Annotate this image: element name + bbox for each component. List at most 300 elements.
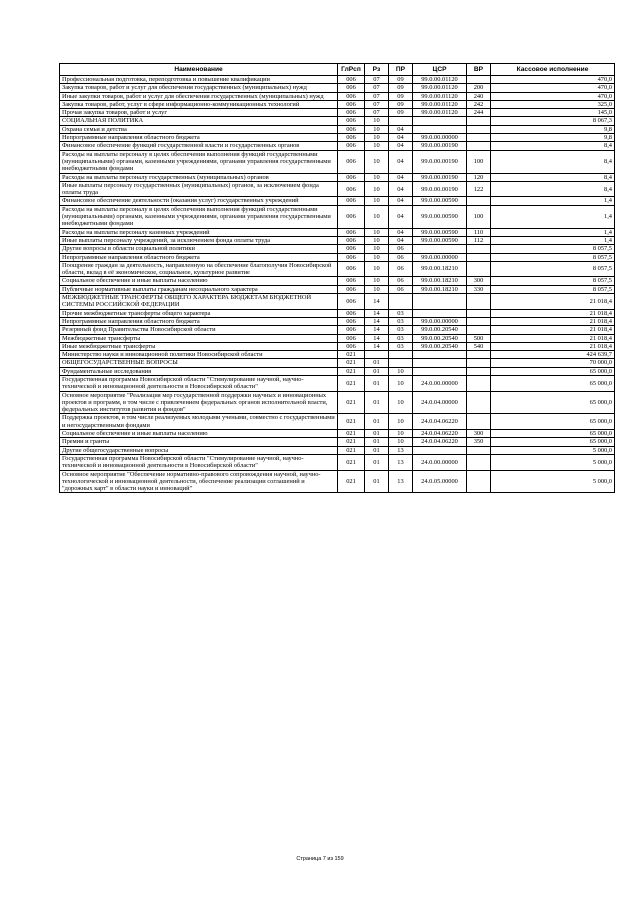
table-row bbox=[60, 414, 615, 430]
cell-glrsp: 021 bbox=[338, 430, 365, 438]
table-row bbox=[60, 351, 615, 359]
cell-csr bbox=[413, 351, 467, 359]
cell-pr: 06 bbox=[389, 261, 413, 277]
cell-rz: 14 bbox=[365, 334, 389, 342]
cell-name: Основное мероприятие "Обеспечение нормативно-правового сопровождения научной, научно-технологической и инновационной деятельности, обеспечение реализации соглашений и "дорожных карт" в области науки и инноваций" bbox=[60, 470, 338, 493]
cell-vr bbox=[467, 326, 491, 334]
cell-pr: 06 bbox=[389, 285, 413, 293]
cell-vr bbox=[467, 359, 491, 367]
cell-vr bbox=[467, 197, 491, 205]
cell-amount: 8 057,5 bbox=[491, 253, 615, 261]
header-pr: ПР bbox=[389, 64, 413, 76]
cell-pr: 10 bbox=[389, 391, 413, 414]
cell-vr bbox=[467, 414, 491, 430]
cell-csr: 24.0.04.00000 bbox=[413, 391, 467, 414]
table-row bbox=[60, 142, 615, 150]
table-row bbox=[60, 309, 615, 317]
cell-name: Министерство науки и инновационной политики Новосибирской области bbox=[60, 351, 338, 359]
cell-amount: 65 000,0 bbox=[491, 414, 615, 430]
cell-amount: 65 000,0 bbox=[491, 367, 615, 375]
cell-rz: 10 bbox=[365, 150, 389, 173]
cell-glrsp: 006 bbox=[338, 245, 365, 253]
cell-vr: 112 bbox=[467, 236, 491, 244]
cell-pr: 06 bbox=[389, 245, 413, 253]
table-row bbox=[60, 173, 615, 181]
table-row bbox=[60, 181, 615, 197]
cell-rz: 01 bbox=[365, 375, 389, 391]
cell-vr bbox=[467, 367, 491, 375]
cell-glrsp: 006 bbox=[338, 228, 365, 236]
cell-rz: 10 bbox=[365, 142, 389, 150]
cell-rz: 01 bbox=[365, 470, 389, 493]
cell-amount: 1,4 bbox=[491, 197, 615, 205]
cell-rz: 07 bbox=[365, 109, 389, 117]
page-number: Страница 7 из 159 bbox=[296, 856, 344, 862]
cell-pr: 10 bbox=[389, 438, 413, 446]
cell-name: Иные межбюджетные трансферты bbox=[60, 342, 338, 350]
cell-amount: 65 000,0 bbox=[491, 391, 615, 414]
cell-pr: 03 bbox=[389, 334, 413, 342]
cell-glrsp: 006 bbox=[338, 142, 365, 150]
cell-vr bbox=[467, 375, 491, 391]
cell-glrsp: 006 bbox=[338, 125, 365, 133]
table-row bbox=[60, 391, 615, 414]
cell-pr: 09 bbox=[389, 109, 413, 117]
cell-amount: 1,4 bbox=[491, 205, 615, 228]
cell-glrsp: 006 bbox=[338, 342, 365, 350]
cell-rz: 01 bbox=[365, 414, 389, 430]
cell-vr bbox=[467, 454, 491, 470]
cell-csr: 99.0.00.00000 bbox=[413, 253, 467, 261]
cell-csr: 99.0.00.00000 bbox=[413, 134, 467, 142]
table-row bbox=[60, 342, 615, 350]
cell-csr: 24.0.04.06220 bbox=[413, 430, 467, 438]
cell-glrsp: 006 bbox=[338, 134, 365, 142]
cell-csr: 99.0.00.20540 bbox=[413, 342, 467, 350]
cell-pr: 04 bbox=[389, 134, 413, 142]
cell-name: Расходы на выплаты персоналу в целях обеспечения выполнения функций государственными (муниципальными) органами, казенными учреждениями, органами управления государственными внебюджетными фондами bbox=[60, 205, 338, 228]
cell-name: Закупка товаров, работ и услуг для обеспечения государственных (муниципальных) нужд bbox=[60, 84, 338, 92]
cell-amount: 21 018,4 bbox=[491, 342, 615, 350]
cell-glrsp: 006 bbox=[338, 173, 365, 181]
cell-glrsp: 021 bbox=[338, 359, 365, 367]
cell-pr: 04 bbox=[389, 150, 413, 173]
cell-amount: 8,4 bbox=[491, 181, 615, 197]
cell-csr: 99.0.00.00190 bbox=[413, 142, 467, 150]
cell-amount: 21 018,4 bbox=[491, 334, 615, 342]
table-row bbox=[60, 150, 615, 173]
cell-vr bbox=[467, 317, 491, 325]
cell-vr bbox=[467, 245, 491, 253]
cell-glrsp: 021 bbox=[338, 351, 365, 359]
cell-name: Прочая закупка товаров, работ и услуг bbox=[60, 109, 338, 117]
cell-glrsp: 021 bbox=[338, 375, 365, 391]
cell-amount: 9,8 bbox=[491, 134, 615, 142]
cell-csr: 24.0.04.06220 bbox=[413, 414, 467, 430]
cell-csr: 99.0.00.01120 bbox=[413, 109, 467, 117]
cell-vr bbox=[467, 351, 491, 359]
header-vr: ВР bbox=[467, 64, 491, 76]
table-row bbox=[60, 334, 615, 342]
cell-pr: 04 bbox=[389, 228, 413, 236]
header-amount: Кассовое исполнение bbox=[491, 64, 615, 76]
cell-csr bbox=[413, 117, 467, 125]
table-row bbox=[60, 470, 615, 493]
cell-vr bbox=[467, 446, 491, 454]
cell-glrsp: 021 bbox=[338, 470, 365, 493]
table-row bbox=[60, 446, 615, 454]
cell-amount: 65 000,0 bbox=[491, 430, 615, 438]
cell-name: Расходы на выплаты персоналу казенных учреждений bbox=[60, 228, 338, 236]
table-row bbox=[60, 454, 615, 470]
cell-vr: 242 bbox=[467, 100, 491, 108]
cell-rz: 14 bbox=[365, 317, 389, 325]
cell-glrsp: 006 bbox=[338, 294, 365, 310]
cell-name: Непрограммные направления областного бюджета bbox=[60, 253, 338, 261]
cell-rz: 10 bbox=[365, 125, 389, 133]
cell-pr: 13 bbox=[389, 454, 413, 470]
cell-glrsp: 006 bbox=[338, 334, 365, 342]
cell-vr: 100 bbox=[467, 150, 491, 173]
cell-name: Поддержка проектов, в том числе реализуемых молодыми учеными, совместно с государственными и негосударственными фондами bbox=[60, 414, 338, 430]
table-row bbox=[60, 253, 615, 261]
cell-amount: 8 057,5 bbox=[491, 245, 615, 253]
cell-csr: 24.0.05.00000 bbox=[413, 470, 467, 493]
cell-rz: 10 bbox=[365, 228, 389, 236]
cell-vr bbox=[467, 261, 491, 277]
cell-name: Основное мероприятие "Реализация мер государственной поддержки научных и инновационных проектов и программ, в том числе с привлечением федеральных органов исполнительной власти, федеральных институтов развития и фондов" bbox=[60, 391, 338, 414]
cell-pr bbox=[389, 351, 413, 359]
cell-vr bbox=[467, 117, 491, 125]
cell-amount: 8 057,5 bbox=[491, 277, 615, 285]
cell-amount: 8 057,5 bbox=[491, 285, 615, 293]
cell-pr: 13 bbox=[389, 470, 413, 493]
cell-name: СОЦИАЛЬНАЯ ПОЛИТИКА bbox=[60, 117, 338, 125]
table-row bbox=[60, 277, 615, 285]
cell-csr: 99.0.00.00190 bbox=[413, 181, 467, 197]
cell-rz: 10 bbox=[365, 236, 389, 244]
cell-pr: 10 bbox=[389, 375, 413, 391]
cell-rz: 01 bbox=[365, 359, 389, 367]
cell-csr bbox=[413, 367, 467, 375]
cell-csr: 99.0.00.00590 bbox=[413, 197, 467, 205]
cell-vr bbox=[467, 470, 491, 493]
cell-rz: 10 bbox=[365, 134, 389, 142]
cell-glrsp: 006 bbox=[338, 92, 365, 100]
cell-amount: 470,0 bbox=[491, 76, 615, 84]
table-row bbox=[60, 109, 615, 117]
cell-glrsp: 006 bbox=[338, 109, 365, 117]
cell-pr: 10 bbox=[389, 430, 413, 438]
cell-amount: 325,0 bbox=[491, 100, 615, 108]
header-name: Наименование bbox=[60, 64, 338, 76]
cell-amount: 70 000,0 bbox=[491, 359, 615, 367]
cell-rz: 01 bbox=[365, 430, 389, 438]
cell-csr: 99.0.00.18210 bbox=[413, 261, 467, 277]
cell-pr: 03 bbox=[389, 309, 413, 317]
cell-csr: 99.0.00.00590 bbox=[413, 236, 467, 244]
cell-rz: 01 bbox=[365, 454, 389, 470]
cell-pr: 03 bbox=[389, 342, 413, 350]
cell-pr: 03 bbox=[389, 317, 413, 325]
cell-name: Охрана семьи и детства bbox=[60, 125, 338, 133]
cell-glrsp: 006 bbox=[338, 100, 365, 108]
cell-csr bbox=[413, 446, 467, 454]
cell-vr: 240 bbox=[467, 92, 491, 100]
cell-glrsp: 006 bbox=[338, 253, 365, 261]
cell-vr: 100 bbox=[467, 205, 491, 228]
table-row bbox=[60, 367, 615, 375]
cell-rz: 10 bbox=[365, 197, 389, 205]
cell-rz: 07 bbox=[365, 76, 389, 84]
cell-rz: 10 bbox=[365, 205, 389, 228]
cell-name: Непрограммные направления областного бюджета bbox=[60, 317, 338, 325]
cell-rz: 01 bbox=[365, 438, 389, 446]
cell-glrsp: 006 bbox=[338, 317, 365, 325]
cell-glrsp: 006 bbox=[338, 181, 365, 197]
cell-glrsp: 021 bbox=[338, 414, 365, 430]
cell-pr: 09 bbox=[389, 100, 413, 108]
table-row bbox=[60, 134, 615, 142]
cell-vr bbox=[467, 76, 491, 84]
cell-amount: 5 000,0 bbox=[491, 454, 615, 470]
cell-name: МЕЖБЮДЖЕТНЫЕ ТРАНСФЕРТЫ ОБЩЕГО ХАРАКТЕРА БЮДЖЕТАМ БЮДЖЕТНОЙ СИСТЕМЫ РОССИЙСКОЙ ФЕДЕРАЦИИ bbox=[60, 294, 338, 310]
cell-pr: 04 bbox=[389, 181, 413, 197]
table-row bbox=[60, 125, 615, 133]
cell-name: Финансовое обеспечение функций государственной власти и государственных органов bbox=[60, 142, 338, 150]
cell-rz: 01 bbox=[365, 391, 389, 414]
cell-csr: 99.0.00.20540 bbox=[413, 326, 467, 334]
cell-pr: 09 bbox=[389, 84, 413, 92]
cell-vr: 244 bbox=[467, 109, 491, 117]
cell-csr: 99.0.00.00590 bbox=[413, 205, 467, 228]
cell-rz: 01 bbox=[365, 446, 389, 454]
cell-pr: 09 bbox=[389, 76, 413, 84]
cell-vr bbox=[467, 125, 491, 133]
cell-csr: 99.0.00.18210 bbox=[413, 277, 467, 285]
cell-pr: 13 bbox=[389, 446, 413, 454]
cell-csr: 24.0.00.00000 bbox=[413, 454, 467, 470]
cell-amount: 1,4 bbox=[491, 236, 615, 244]
cell-rz: 07 bbox=[365, 92, 389, 100]
cell-glrsp: 021 bbox=[338, 446, 365, 454]
cell-glrsp: 006 bbox=[338, 150, 365, 173]
cell-name: Расходы на выплаты персоналу в целях обеспечения выполнения функций государственными (муниципальными) органами, казенными учреждениями, органами управления государственными внебюджетными фондами bbox=[60, 150, 338, 173]
table-row bbox=[60, 359, 615, 367]
cell-amount: 21 018,4 bbox=[491, 317, 615, 325]
cell-vr bbox=[467, 294, 491, 310]
cell-glrsp: 006 bbox=[338, 277, 365, 285]
cell-pr bbox=[389, 117, 413, 125]
cell-csr: 99.0.00.01120 bbox=[413, 76, 467, 84]
cell-pr bbox=[389, 359, 413, 367]
cell-glrsp: 006 bbox=[338, 205, 365, 228]
cell-vr: 200 bbox=[467, 84, 491, 92]
cell-glrsp: 021 bbox=[338, 454, 365, 470]
cell-name: Резервный фонд Правительства Новосибирской области bbox=[60, 326, 338, 334]
cell-csr bbox=[413, 294, 467, 310]
cell-pr: 04 bbox=[389, 173, 413, 181]
header-csr: ЦСР bbox=[413, 64, 467, 76]
cell-name: Государственная программа Новосибирской области "Стимулирование научной, научно-технической и инновационной деятельности в Новосибирской области" bbox=[60, 375, 338, 391]
table-row bbox=[60, 438, 615, 446]
cell-csr: 99.0.00.01120 bbox=[413, 92, 467, 100]
cell-vr bbox=[467, 391, 491, 414]
cell-rz: 01 bbox=[365, 367, 389, 375]
cell-name: Премии и гранты bbox=[60, 438, 338, 446]
cell-rz: 07 bbox=[365, 84, 389, 92]
cell-csr: 99.0.00.20540 bbox=[413, 334, 467, 342]
table-row bbox=[60, 326, 615, 334]
cell-rz: 10 bbox=[365, 277, 389, 285]
cell-pr: 03 bbox=[389, 326, 413, 334]
cell-name: Иные выплаты персоналу учреждений, за исключением фонда оплаты труда bbox=[60, 236, 338, 244]
cell-amount: 8,4 bbox=[491, 142, 615, 150]
table-row bbox=[60, 245, 615, 253]
cell-rz: 10 bbox=[365, 253, 389, 261]
cell-csr: 99.0.00.00190 bbox=[413, 150, 467, 173]
cell-pr: 04 bbox=[389, 236, 413, 244]
cell-rz: 14 bbox=[365, 342, 389, 350]
budget-table bbox=[59, 63, 615, 493]
cell-pr: 06 bbox=[389, 253, 413, 261]
cell-name: Иные закупки товаров, работ и услуг для обеспечения государственных (муниципальных) нужд bbox=[60, 92, 338, 100]
cell-csr bbox=[413, 125, 467, 133]
table-row bbox=[60, 76, 615, 84]
table-row bbox=[60, 375, 615, 391]
cell-name: Финансовое обеспечение деятельности (оказания услуг) государственных учреждений bbox=[60, 197, 338, 205]
header-glrsp: ГлРсп bbox=[338, 64, 365, 76]
table-row bbox=[60, 100, 615, 108]
cell-pr: 04 bbox=[389, 197, 413, 205]
cell-amount: 470,0 bbox=[491, 92, 615, 100]
table-row bbox=[60, 285, 615, 293]
cell-csr: 99.0.00.18210 bbox=[413, 285, 467, 293]
cell-name: Межбюджетные трансферты bbox=[60, 334, 338, 342]
cell-amount: 1,4 bbox=[491, 228, 615, 236]
cell-name: Закупка товаров, работ, услуг в сфере информационно-коммуникационных технологий bbox=[60, 100, 338, 108]
cell-csr: 24.0.00.00000 bbox=[413, 375, 467, 391]
cell-vr: 500 bbox=[467, 334, 491, 342]
cell-pr: 10 bbox=[389, 414, 413, 430]
cell-pr: 04 bbox=[389, 205, 413, 228]
table-row bbox=[60, 92, 615, 100]
cell-rz bbox=[365, 351, 389, 359]
cell-glrsp: 006 bbox=[338, 285, 365, 293]
cell-glrsp: 006 bbox=[338, 76, 365, 84]
cell-amount: 8,4 bbox=[491, 173, 615, 181]
cell-csr: 99.0.00.00000 bbox=[413, 317, 467, 325]
cell-amount: 8 057,5 bbox=[491, 261, 615, 277]
cell-amount: 8,4 bbox=[491, 150, 615, 173]
cell-amount: 8 067,3 bbox=[491, 117, 615, 125]
cell-rz: 14 bbox=[365, 326, 389, 334]
cell-csr: 99.0.00.01120 bbox=[413, 84, 467, 92]
cell-glrsp: 021 bbox=[338, 391, 365, 414]
cell-rz: 10 bbox=[365, 173, 389, 181]
cell-glrsp: 006 bbox=[338, 261, 365, 277]
cell-name: Непрограммные направления областного бюджета bbox=[60, 134, 338, 142]
cell-vr: 120 bbox=[467, 173, 491, 181]
cell-rz: 10 bbox=[365, 117, 389, 125]
table-row bbox=[60, 317, 615, 325]
cell-rz: 10 bbox=[365, 245, 389, 253]
cell-vr: 110 bbox=[467, 228, 491, 236]
cell-vr bbox=[467, 134, 491, 142]
cell-amount: 145,0 bbox=[491, 109, 615, 117]
cell-name: Другие общегосударственные вопросы bbox=[60, 446, 338, 454]
cell-name: ОБЩЕГОСУДАРСТВЕННЫЕ ВОПРОСЫ bbox=[60, 359, 338, 367]
cell-vr: 300 bbox=[467, 277, 491, 285]
cell-rz: 10 bbox=[365, 181, 389, 197]
table-row bbox=[60, 205, 615, 228]
cell-rz: 10 bbox=[365, 261, 389, 277]
cell-pr: 04 bbox=[389, 142, 413, 150]
table-row bbox=[60, 228, 615, 236]
cell-name: Профессиональная подготовка, переподготовка и повышение квалификации bbox=[60, 76, 338, 84]
cell-pr: 10 bbox=[389, 367, 413, 375]
cell-rz: 14 bbox=[365, 294, 389, 310]
table-row bbox=[60, 261, 615, 277]
cell-glrsp: 006 bbox=[338, 236, 365, 244]
cell-rz: 14 bbox=[365, 309, 389, 317]
cell-glrsp: 006 bbox=[338, 309, 365, 317]
cell-glrsp: 021 bbox=[338, 367, 365, 375]
cell-amount: 9,8 bbox=[491, 125, 615, 133]
cell-rz: 07 bbox=[365, 100, 389, 108]
cell-amount: 470,0 bbox=[491, 84, 615, 92]
cell-name: Социальное обеспечение и иные выплаты населению bbox=[60, 430, 338, 438]
cell-glrsp: 006 bbox=[338, 197, 365, 205]
cell-csr bbox=[413, 245, 467, 253]
cell-name: Прочие межбюджетные трансферты общего характера bbox=[60, 309, 338, 317]
table-row bbox=[60, 430, 615, 438]
cell-glrsp: 021 bbox=[338, 438, 365, 446]
table-row bbox=[60, 117, 615, 125]
cell-csr: 99.0.00.00190 bbox=[413, 173, 467, 181]
cell-amount: 21 018,4 bbox=[491, 309, 615, 317]
cell-csr bbox=[413, 309, 467, 317]
cell-amount: 21 018,4 bbox=[491, 326, 615, 334]
table-header-row bbox=[60, 64, 615, 76]
cell-vr: 540 bbox=[467, 342, 491, 350]
cell-csr: 24.0.04.06220 bbox=[413, 438, 467, 446]
cell-amount: 5 000,0 bbox=[491, 470, 615, 493]
cell-name: Социальное обеспечение и иные выплаты населению bbox=[60, 277, 338, 285]
cell-glrsp: 006 bbox=[338, 117, 365, 125]
table-row bbox=[60, 294, 615, 310]
cell-amount: 5 000,0 bbox=[491, 446, 615, 454]
cell-name: Иные выплаты персоналу государственных (муниципальных) органов, за исключением фонда оплаты труда bbox=[60, 181, 338, 197]
cell-pr: 04 bbox=[389, 125, 413, 133]
cell-name: Публичные нормативные выплаты гражданам несоциального характера bbox=[60, 285, 338, 293]
cell-glrsp: 006 bbox=[338, 84, 365, 92]
cell-vr: 122 bbox=[467, 181, 491, 197]
cell-vr bbox=[467, 253, 491, 261]
table-row bbox=[60, 236, 615, 244]
cell-pr: 06 bbox=[389, 277, 413, 285]
cell-pr bbox=[389, 294, 413, 310]
cell-amount: 65 000,0 bbox=[491, 375, 615, 391]
cell-csr bbox=[413, 359, 467, 367]
cell-csr: 99.0.00.01120 bbox=[413, 100, 467, 108]
cell-rz: 10 bbox=[365, 285, 389, 293]
cell-csr: 99.0.00.00590 bbox=[413, 228, 467, 236]
table-row bbox=[60, 84, 615, 92]
cell-amount: 65 000,0 bbox=[491, 438, 615, 446]
cell-vr: 330 bbox=[467, 285, 491, 293]
cell-amount: 21 018,4 bbox=[491, 294, 615, 310]
